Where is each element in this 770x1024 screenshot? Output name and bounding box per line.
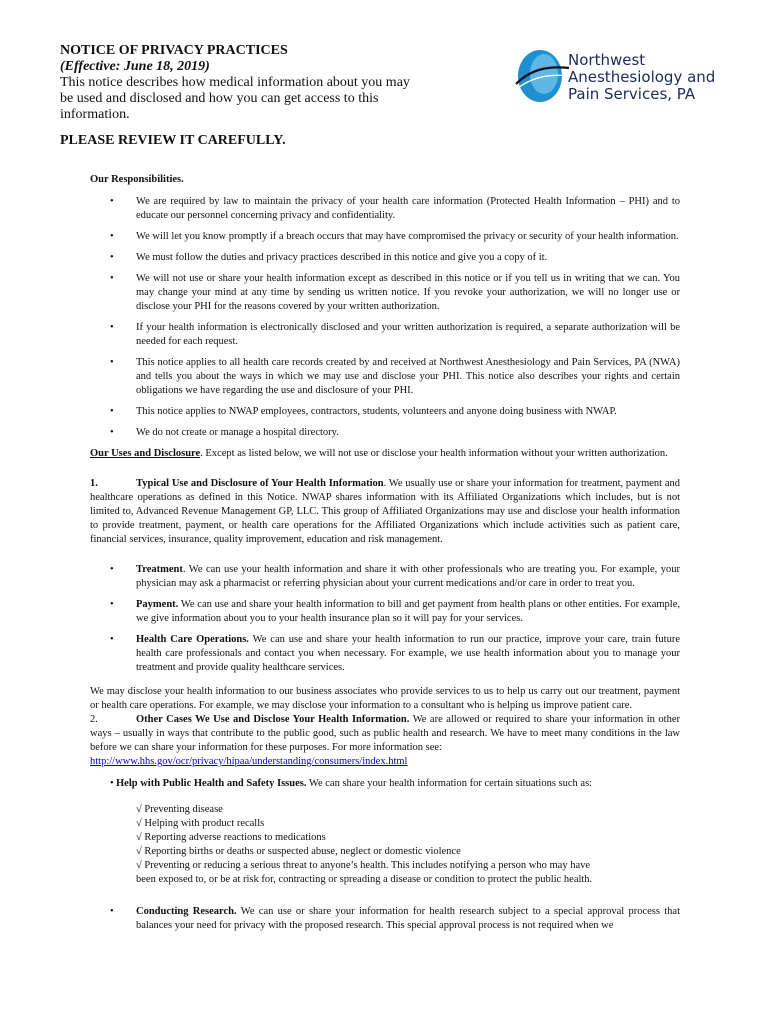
list-item: • This notice applies to all health care records created by and received at Northwest Anesthesiology and Pain Services, PA (NWA) and tells you about the ways in which we may use and disclose your PHI. This notice also describes your rights and certain obligations we have regarding the use and disclosure of your PHI. — [90, 356, 680, 398]
check-item: √ Preventing disease — [136, 804, 223, 815]
list-item — [90, 598, 680, 626]
public-health-checks — [90, 803, 680, 887]
research-label: Conducting Research. — [136, 906, 237, 917]
list-item: • We are required by law to maintain the privacy of your health care information (Protected Health Information – PHI) and to educate our personnel concerning privacy and confidentiality. — [90, 195, 680, 223]
logo-text — [568, 52, 715, 103]
section-1-list — [90, 563, 680, 675]
section-2 — [90, 713, 680, 769]
public-health-text: We can share your health information for certain situations such as: — [306, 778, 593, 789]
list-item: • We do not create or manage a hospital directory. — [90, 426, 680, 440]
hhs-link[interactable]: http://www.hhs.gov/ocr/privacy/hipaa/understanding/consumers/index.html — [90, 756, 408, 767]
logo-line-1: Northwest — [568, 51, 646, 69]
check-item: √ Reporting births or deaths or suspected abuse, neglect or domestic violence — [136, 846, 461, 857]
research-text: We can use or share your information for health research subject to a special approval process that balances your need for privacy with the proposed research. This special approval process is not required when we — [136, 906, 681, 931]
list-item: • We will let you know promptly if a breach occurs that may have compromised the privacy or security of your health information. — [90, 230, 680, 244]
notice-title: NOTICE OF PRIVACY PRACTICES — [60, 43, 288, 58]
responsibilities-title: Our Responsibilities. — [90, 174, 184, 185]
responsibilities-list — [90, 195, 680, 440]
list-item: • We must follow the duties and privacy practices described in this notice and give you a copy of it. — [90, 251, 680, 265]
section-1 — [90, 477, 680, 547]
check-item: √ Helping with product recalls — [136, 818, 265, 829]
public-health-label: Help with Public Health and Safety Issues. — [116, 778, 307, 789]
treatment-label: Treatment — [136, 564, 183, 575]
section-2-text: We are allowed or required to share your information in other ways – usually in ways that contribute to the public good, such as public health and research. We have to meet many conditions in the law before we can share your information for these purposes. For more information see: — [90, 714, 680, 753]
section-1-text: . We usually use or share your information for treatment, payment and healthcare operations as defined in this Notice. NWAP shares information with its Affiliated Organizations which includes, but is not limited to, Advanced Revenue Management GP, LLC. This group of Affiliated Organizations may use and disclose your health information to provide treatment, payment, or health care operations for the Affiliated Organizations which include activities such as patient care, financial services, insurance, quality improvement, education and risk management. — [90, 478, 680, 545]
review-notice: PLEASE REVIEW IT CAREFULLY. — [60, 133, 286, 148]
document-header — [60, 43, 420, 149]
document-body — [90, 173, 680, 940]
logo-line-3: Pain Services, PA — [568, 85, 696, 103]
list-item — [90, 905, 680, 933]
section-2-title: Other Cases We Use and Disclose Your Health Information. — [136, 714, 410, 725]
list-item: • We will not use or share your health information except as described in this notice or if you tell us in writing that we can. You may change your mind at any time by sending us written notice. If you revoke your authorization, we will no longer use or disclose your PHI for the reasons covered by your written authorization. — [90, 272, 680, 314]
logo-line-2: Anesthesiology and — [568, 68, 716, 86]
list-item — [90, 777, 680, 791]
section-2-number: 2. — [90, 714, 98, 725]
list-item: • This notice applies to NWAP employees, contractors, students, volunteers and anyone doing business with NWAP. — [90, 405, 680, 419]
effective-date: (Effective: June 18, 2019) — [60, 59, 210, 74]
check-item: √ Preventing or reducing a serious threat to anyone’s health. This includes notifying a person who may have been exposed to, or be at risk for, contracting or spreading a disease or condition to protect the public health. — [136, 860, 593, 885]
notice-description: This notice describes how medical information about you may be used and disclosed and how you can get access to this information. — [60, 75, 410, 122]
list-item — [90, 563, 680, 591]
section-1-title: Typical Use and Disclosure of Your Health Information — [136, 478, 384, 489]
operations-label: Health Care Operations. — [136, 634, 249, 645]
uses-text: . Except as listed below, we will not use or disclose your health information without your written authorization. — [200, 448, 668, 459]
section-1-number: 1. — [90, 478, 98, 489]
list-item: • If your health information is electronically disclosed and your written authorization is required, a separate authorization will be needed for each request. — [90, 321, 680, 349]
public-health-list — [90, 777, 680, 791]
check-item: √ Reporting adverse reactions to medications — [136, 832, 326, 843]
payment-label: Payment. — [136, 599, 179, 610]
treatment-text: . We can use your health information and share it with other professionals who are treating you. For example, your physician may ask a pharmacist or referring physician about your current medications and/or care in order to treat you. — [136, 564, 680, 589]
uses-title: Our Uses and Disclosure — [90, 448, 201, 459]
operations-text: We can use and share your health information to run our practice, improve your care, train future health care professionals and contact you when necessary. For example, we use health information about you to manage your treatment and provide quality healthcare services. — [136, 634, 680, 673]
company-logo — [514, 46, 754, 110]
globe-logo-icon — [514, 46, 570, 106]
payment-text: We can use and share your health information to bill and get payment from health plans or other entities. For example, we give information about you to your health insurance plan so it will pay for your services. — [136, 599, 680, 624]
uses-paragraph — [90, 447, 680, 461]
research-list — [90, 905, 680, 933]
list-item — [90, 633, 680, 675]
business-paragraph: We may disclose your health information to our business associates who provide services to us to help us carry out our treatment, payment or health care operations. For example, we may disclose your information to a consultant who is helping us improve patient care. — [90, 686, 680, 711]
